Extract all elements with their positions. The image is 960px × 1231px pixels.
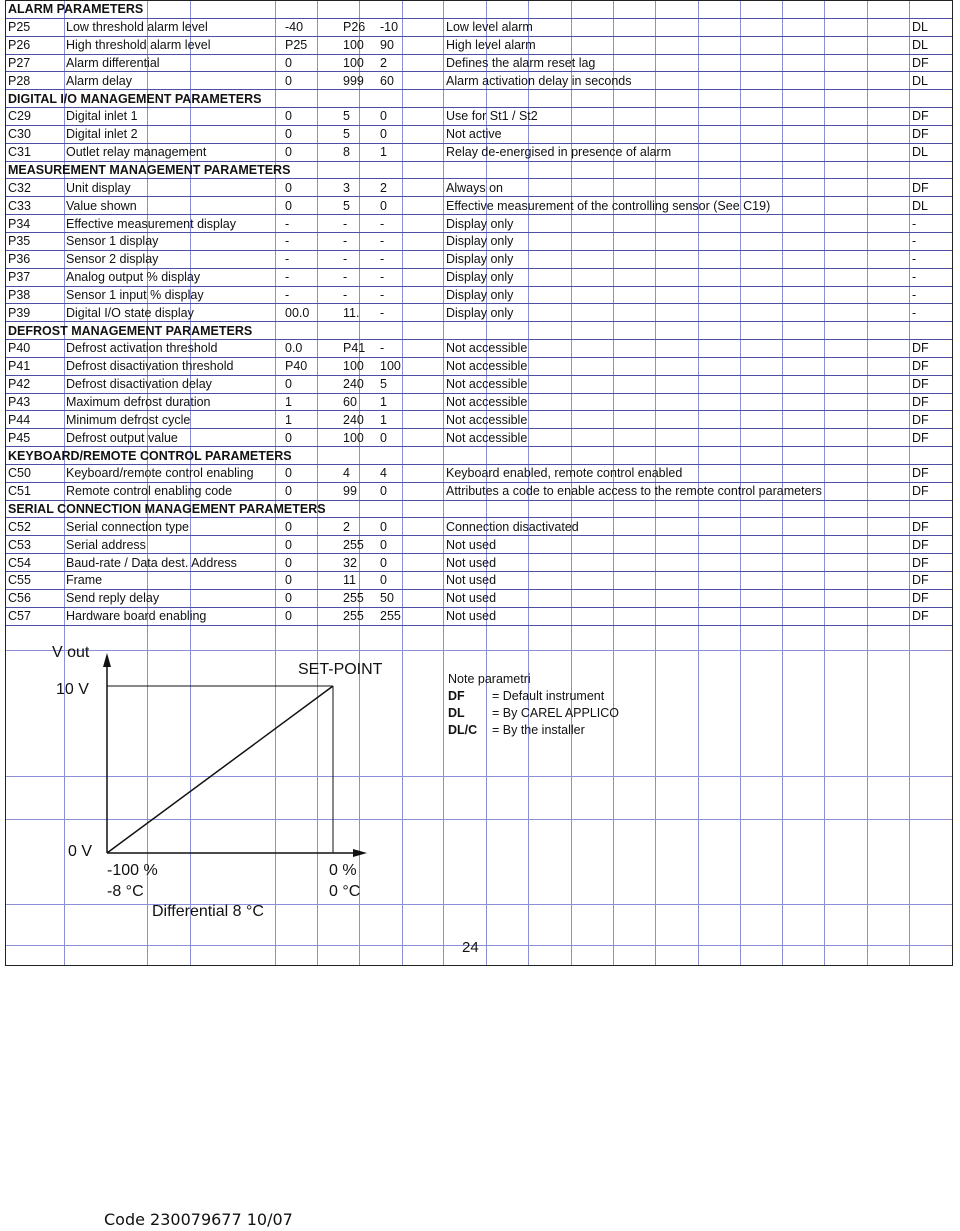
param-max: 100 <box>317 357 360 375</box>
x-right-temp-label: 0 °C <box>329 883 361 900</box>
param-min: 0 <box>275 429 317 447</box>
param-default: 90 <box>360 36 444 54</box>
param-notes: Not used <box>444 536 910 554</box>
param-min: P25 <box>275 36 317 54</box>
param-description: Frame <box>64 572 275 590</box>
param-code: P43 <box>6 393 64 411</box>
param-max: 255 <box>317 607 360 625</box>
param-notes: Not accessible <box>444 393 910 411</box>
param-description: Low threshold alarm level <box>64 18 275 36</box>
param-max: - <box>317 286 360 304</box>
param-code: P44 <box>6 411 64 429</box>
param-min: 0 <box>275 54 317 72</box>
param-default: 2 <box>360 179 444 197</box>
param-default: 0 <box>360 482 444 500</box>
param-max: 100 <box>317 54 360 72</box>
param-min: 0 <box>275 572 317 590</box>
param-min: 0 <box>275 108 317 126</box>
param-default: 0 <box>360 572 444 590</box>
section-title: DEFROST MANAGEMENT PARAMETERS <box>6 322 952 340</box>
x-right-percent-label: 0 % <box>329 862 357 879</box>
param-level: DF <box>910 572 952 590</box>
param-description: Sensor 1 input % display <box>64 286 275 304</box>
param-code: C32 <box>6 179 64 197</box>
param-description: Outlet relay management <box>64 143 275 161</box>
param-code: P34 <box>6 215 64 233</box>
param-default: - <box>360 268 444 286</box>
param-notes: Low level alarm <box>444 18 910 36</box>
param-default: 0 <box>360 518 444 536</box>
differential-label: Differential 8 °C <box>152 903 264 920</box>
param-default: 60 <box>360 72 444 90</box>
note-code: DL <box>448 706 465 720</box>
param-min: 0 <box>275 72 317 90</box>
param-max: 999 <box>317 72 360 90</box>
param-notes: Display only <box>444 215 910 233</box>
param-max: 99 <box>317 482 360 500</box>
param-default: 0 <box>360 429 444 447</box>
output-ramp-line <box>107 686 333 853</box>
param-min: 0 <box>275 375 317 393</box>
param-notes: Always on <box>444 179 910 197</box>
param-description: Serial address <box>64 536 275 554</box>
param-min: - <box>275 232 317 250</box>
param-min: 0.0 <box>275 340 317 358</box>
param-max: P26 <box>317 18 360 36</box>
param-level: - <box>910 232 952 250</box>
note-item <box>448 705 619 722</box>
notes-title: Note parametri <box>448 672 531 686</box>
param-notes: Connection disactivated <box>444 518 910 536</box>
param-min: -40 <box>275 18 317 36</box>
param-default: 2 <box>360 54 444 72</box>
param-description: Alarm delay <box>64 72 275 90</box>
y-axis-label: V out <box>52 644 90 661</box>
param-default: 0 <box>360 554 444 572</box>
param-description: Defrost output value <box>64 429 275 447</box>
section-title: ALARM PARAMETERS <box>6 1 952 18</box>
param-code: C33 <box>6 197 64 215</box>
param-code: C54 <box>6 554 64 572</box>
param-default: - <box>360 250 444 268</box>
param-max: - <box>317 250 360 268</box>
param-min: 0 <box>275 589 317 607</box>
param-max: 4 <box>317 464 360 482</box>
param-level: DF <box>910 54 952 72</box>
note-code: DL/C <box>448 723 478 737</box>
param-min: 1 <box>275 411 317 429</box>
param-default: 50 <box>360 589 444 607</box>
param-description: Defrost activation threshold <box>64 340 275 358</box>
param-code: C57 <box>6 607 64 625</box>
page-number: 24 <box>462 939 479 956</box>
param-level: DF <box>910 125 952 143</box>
section-title: SERIAL CONNECTION MANAGEMENT PARAMETERS <box>6 500 952 518</box>
param-level: DF <box>910 375 952 393</box>
param-default: 0 <box>360 125 444 143</box>
y-top-label: 10 V <box>56 681 89 698</box>
param-min: 0 <box>275 197 317 215</box>
param-max: 8 <box>317 143 360 161</box>
param-min: 0 <box>275 536 317 554</box>
param-notes: Not accessible <box>444 411 910 429</box>
param-level: DF <box>910 393 952 411</box>
param-notes: Not accessible <box>444 357 910 375</box>
param-min: - <box>275 268 317 286</box>
param-notes: Attributes a code to enable access to the remote control parameters <box>444 482 910 500</box>
note-item <box>448 722 619 739</box>
param-description: Analog output % display <box>64 268 275 286</box>
param-max: P41 <box>317 340 360 358</box>
param-default: 1 <box>360 143 444 161</box>
param-level: DF <box>910 340 952 358</box>
param-notes: High level alarm <box>444 36 910 54</box>
param-code: P41 <box>6 357 64 375</box>
section-title: KEYBOARD/REMOTE CONTROL PARAMETERS <box>6 447 952 465</box>
param-notes: Not used <box>444 572 910 590</box>
param-notes: Not accessible <box>444 429 910 447</box>
param-level: - <box>910 268 952 286</box>
param-level: - <box>910 286 952 304</box>
param-max: 100 <box>317 36 360 54</box>
param-description: Value shown <box>64 197 275 215</box>
param-max: 240 <box>317 411 360 429</box>
param-notes: Display only <box>444 286 910 304</box>
x-left-temp-label: -8 °C <box>107 883 144 900</box>
param-code: P36 <box>6 250 64 268</box>
parameter-sheet <box>5 0 953 966</box>
param-description: Alarm differential <box>64 54 275 72</box>
param-code: C51 <box>6 482 64 500</box>
param-level: DF <box>910 589 952 607</box>
param-max: 240 <box>317 375 360 393</box>
param-max: 11. <box>317 304 360 322</box>
param-notes: Defines the alarm reset lag <box>444 54 910 72</box>
param-level: DF <box>910 429 952 447</box>
param-description: Effective measurement display <box>64 215 275 233</box>
param-min: 00.0 <box>275 304 317 322</box>
param-notes: Display only <box>444 250 910 268</box>
param-max: - <box>317 232 360 250</box>
param-notes: Effective measurement of the controlling sensor (See C19) <box>444 197 910 215</box>
param-description: Sensor 2 display <box>64 250 275 268</box>
param-code: P26 <box>6 36 64 54</box>
param-description: Remote control enabling code <box>64 482 275 500</box>
param-code: P45 <box>6 429 64 447</box>
param-min: 0 <box>275 125 317 143</box>
analog-output-diagram <box>6 1 952 965</box>
param-max: - <box>317 268 360 286</box>
param-default: 0 <box>360 536 444 554</box>
param-max: 2 <box>317 518 360 536</box>
param-code: C53 <box>6 536 64 554</box>
param-notes: Display only <box>444 304 910 322</box>
param-level: DF <box>910 357 952 375</box>
param-max: 255 <box>317 536 360 554</box>
param-description: Digital inlet 2 <box>64 125 275 143</box>
param-level: DL <box>910 197 952 215</box>
param-min: - <box>275 250 317 268</box>
param-level: DF <box>910 482 952 500</box>
param-description: Digital I/O state display <box>64 304 275 322</box>
param-default: - <box>360 286 444 304</box>
param-code: C52 <box>6 518 64 536</box>
param-level: DF <box>910 179 952 197</box>
param-min: 0 <box>275 143 317 161</box>
param-min: 0 <box>275 179 317 197</box>
param-code: P38 <box>6 286 64 304</box>
section-title: DIGITAL I/O MANAGEMENT PARAMETERS <box>6 90 952 108</box>
param-description: Minimum defrost cycle <box>64 411 275 429</box>
param-code: C31 <box>6 143 64 161</box>
param-default: 1 <box>360 393 444 411</box>
param-code: C30 <box>6 125 64 143</box>
param-level: DF <box>910 464 952 482</box>
param-code: P42 <box>6 375 64 393</box>
note-text: = By CAREL APPLICO <box>492 706 620 720</box>
param-default: - <box>360 215 444 233</box>
param-default: -10 <box>360 18 444 36</box>
param-code: P25 <box>6 18 64 36</box>
note-code: DF <box>448 689 465 703</box>
param-default: - <box>360 232 444 250</box>
param-notes: Not used <box>444 589 910 607</box>
section-title: MEASUREMENT MANAGEMENT PARAMETERS <box>6 161 952 179</box>
param-description: Defrost disactivation threshold <box>64 357 275 375</box>
param-level: DL <box>910 36 952 54</box>
param-max: 100 <box>317 429 360 447</box>
param-description: Serial connection type <box>64 518 275 536</box>
param-description: High threshold alarm level <box>64 36 275 54</box>
param-code: C50 <box>6 464 64 482</box>
param-description: Sensor 1 display <box>64 232 275 250</box>
param-notes: Not accessible <box>444 340 910 358</box>
param-level: DF <box>910 536 952 554</box>
param-default: 1 <box>360 411 444 429</box>
param-code: P37 <box>6 268 64 286</box>
param-level: DL <box>910 143 952 161</box>
note-item <box>448 688 619 705</box>
param-notes: Display only <box>444 232 910 250</box>
param-notes: Alarm activation delay in seconds <box>444 72 910 90</box>
param-description: Defrost disactivation delay <box>64 375 275 393</box>
param-description: Send reply delay <box>64 589 275 607</box>
param-notes: Not active <box>444 125 910 143</box>
y-axis-arrow <box>103 653 111 667</box>
y-bottom-label: 0 V <box>68 843 93 860</box>
param-description: Hardware board enabling <box>64 607 275 625</box>
param-notes: Not accessible <box>444 375 910 393</box>
param-level: DF <box>910 518 952 536</box>
param-code: C56 <box>6 589 64 607</box>
param-max: 5 <box>317 197 360 215</box>
param-description: Baud-rate / Data dest. Address <box>64 554 275 572</box>
param-code: C55 <box>6 572 64 590</box>
note-text: = By the installer <box>492 723 585 737</box>
param-max: 3 <box>317 179 360 197</box>
param-description: Keyboard/remote control enabling <box>64 464 275 482</box>
param-notes: Display only <box>444 268 910 286</box>
note-text: = Default instrument <box>492 689 605 703</box>
param-notes: Relay de-energised in presence of alarm <box>444 143 910 161</box>
param-code: P28 <box>6 72 64 90</box>
param-max: - <box>317 215 360 233</box>
param-max: 60 <box>317 393 360 411</box>
x-left-percent-label: -100 % <box>107 862 158 879</box>
param-default: 0 <box>360 108 444 126</box>
param-min: 0 <box>275 464 317 482</box>
param-level: DF <box>910 411 952 429</box>
param-max: 11 <box>317 572 360 590</box>
param-min: - <box>275 286 317 304</box>
param-level: DF <box>910 554 952 572</box>
param-description: Maximum defrost duration <box>64 393 275 411</box>
param-notes: Use for St1 / St2 <box>444 108 910 126</box>
param-min: - <box>275 215 317 233</box>
param-level: - <box>910 250 952 268</box>
param-code: C29 <box>6 108 64 126</box>
param-default: 255 <box>360 607 444 625</box>
param-min: 0 <box>275 518 317 536</box>
param-description: Digital inlet 1 <box>64 108 275 126</box>
param-code: P35 <box>6 232 64 250</box>
param-notes: Not used <box>444 607 910 625</box>
param-max: 32 <box>317 554 360 572</box>
param-level: DL <box>910 18 952 36</box>
setpoint-label: SET-POINT <box>298 661 383 678</box>
param-default: 5 <box>360 375 444 393</box>
param-min: 0 <box>275 482 317 500</box>
param-default: 100 <box>360 357 444 375</box>
document-code: Code 230079677 10/07 <box>104 1210 293 1229</box>
param-level: - <box>910 304 952 322</box>
param-notes: Keyboard enabled, remote control enabled <box>444 464 910 482</box>
param-description: Unit display <box>64 179 275 197</box>
param-max: 5 <box>317 125 360 143</box>
param-code: P27 <box>6 54 64 72</box>
param-default: 0 <box>360 197 444 215</box>
param-code: P40 <box>6 340 64 358</box>
param-max: 5 <box>317 108 360 126</box>
param-default: - <box>360 340 444 358</box>
x-axis-arrow <box>353 849 367 857</box>
param-min: P40 <box>275 357 317 375</box>
param-min: 0 <box>275 607 317 625</box>
param-min: 0 <box>275 554 317 572</box>
param-code: P39 <box>6 304 64 322</box>
param-notes: Not used <box>444 554 910 572</box>
param-level: DF <box>910 108 952 126</box>
param-default: 4 <box>360 464 444 482</box>
param-level: DF <box>910 607 952 625</box>
param-min: 1 <box>275 393 317 411</box>
parameter-notes <box>448 671 619 739</box>
param-level: - <box>910 215 952 233</box>
param-max: 255 <box>317 589 360 607</box>
param-level: DL <box>910 72 952 90</box>
param-default: - <box>360 304 444 322</box>
